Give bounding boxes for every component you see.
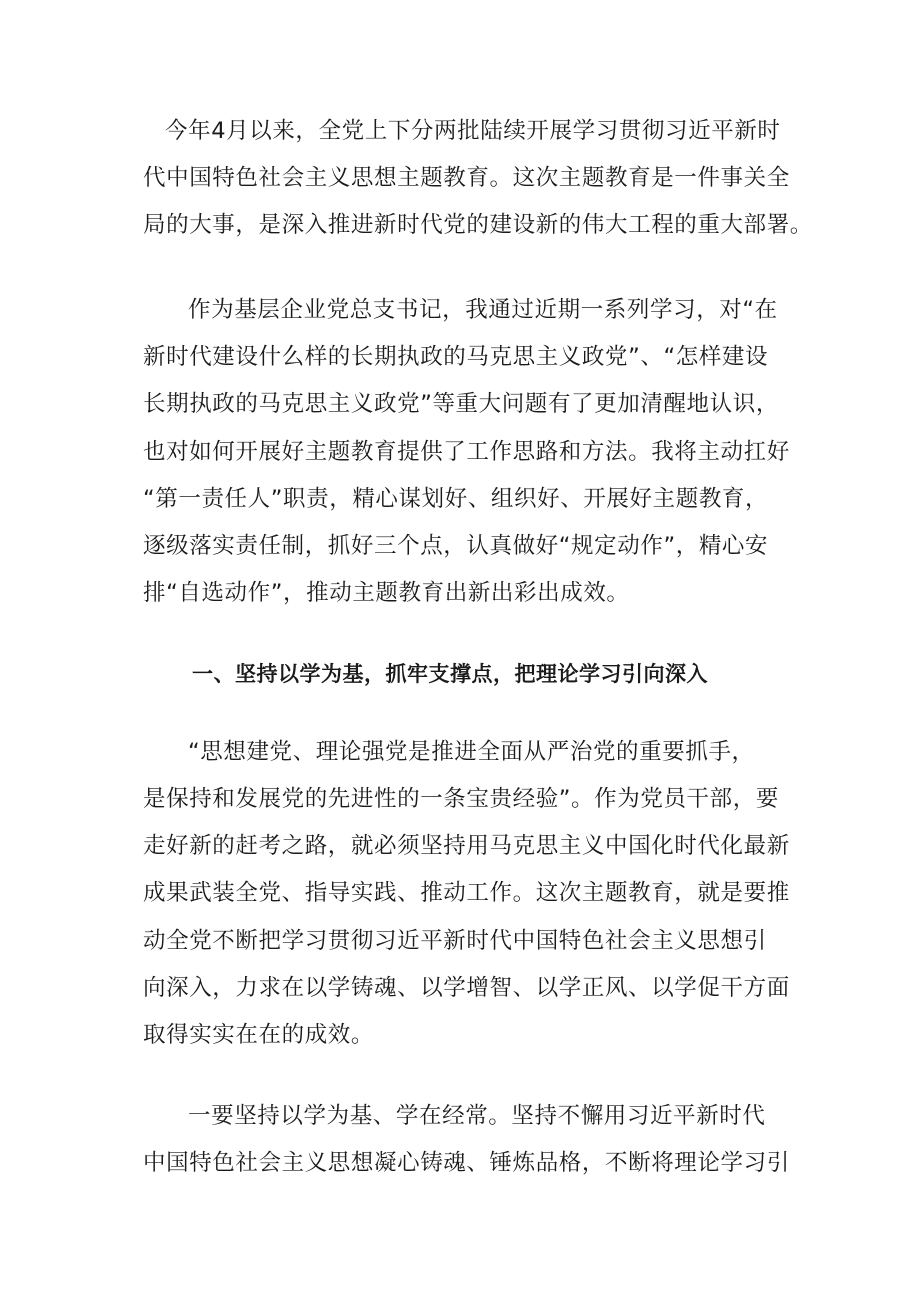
paragraph-3-line-1: “思想建党、理论强党是推进全面从严治党的重要抓手， (188, 739, 755, 765)
paragraph-2-line-6: 逐级落实责任制，抓好三个点，认真做好“规定动作”，精心安 (143, 533, 769, 559)
section-heading-1: 一、坚持以学为基，抓牢支撑点，把理论学习引向深入 (192, 662, 708, 686)
paragraph-1-line-3: 局的大事，是深入推进新时代党的建设新的伟大工程的重大部署。 (143, 212, 813, 238)
paragraph-2-line-1: 作为基层企业党总支书记，我通过近期一系列学习，对“在 (188, 297, 778, 323)
paragraph-3-line-4: 成果武装全党、指导实践、推动工作。这次主题教育，就是要推 (143, 880, 790, 906)
paragraph-3-line-7: 取得实实在在的成效。 (143, 1022, 375, 1048)
paragraph-3-line-3: 走好新的赶考之路，就必须坚持用马克思主义中国化时代化最新 (143, 833, 790, 859)
paragraph-3-line-5: 动全党不断把学习贯彻习近平新时代中国特色社会主义思想引 (143, 928, 767, 954)
paragraph-2-line-3: 长期执政的马克思主义政党”等重大问题有了更加清醒地认识， (143, 391, 779, 417)
paragraph-2-line-5: “第一责任人”职责，精心谋划好、组织好、开展好主题教育， (143, 486, 769, 512)
paragraph-3-line-2: 是保持和发展党的先进性的一条宝贵经验”。作为党员干部，要 (143, 786, 779, 812)
paragraph-1-line-2: 代中国特色社会主义思想主题教育。这次主题教育是一件事关全 (143, 165, 790, 191)
paragraph-2-line-7: 排“自选动作”，推动主题教育出新出彩出成效。 (143, 580, 630, 606)
paragraph-4-line-1: 一要坚持以学为基、学在经常。坚持不懈用习近平新时代 (188, 1103, 766, 1129)
paragraph-4-line-2: 中国特色社会主义思想凝心铸魂、锤炼品格，不断将理论学习引 (143, 1150, 790, 1176)
paragraph-2-line-2: 新时代建设什么样的长期执政的马克思主义政党”、“怎样建设 (143, 344, 769, 370)
paragraph-1-line-1: 今年4月以来，全党上下分两批陆续开展学习贯彻习近平新时 (165, 118, 781, 144)
paragraph-2-line-4: 也对如何开展好主题教育提供了工作思路和方法。我将主动扛好 (143, 439, 790, 465)
paragraph-3-line-6: 向深入，力求在以学铸魂、以学增智、以学正风、以学促干方面 (143, 975, 790, 1001)
